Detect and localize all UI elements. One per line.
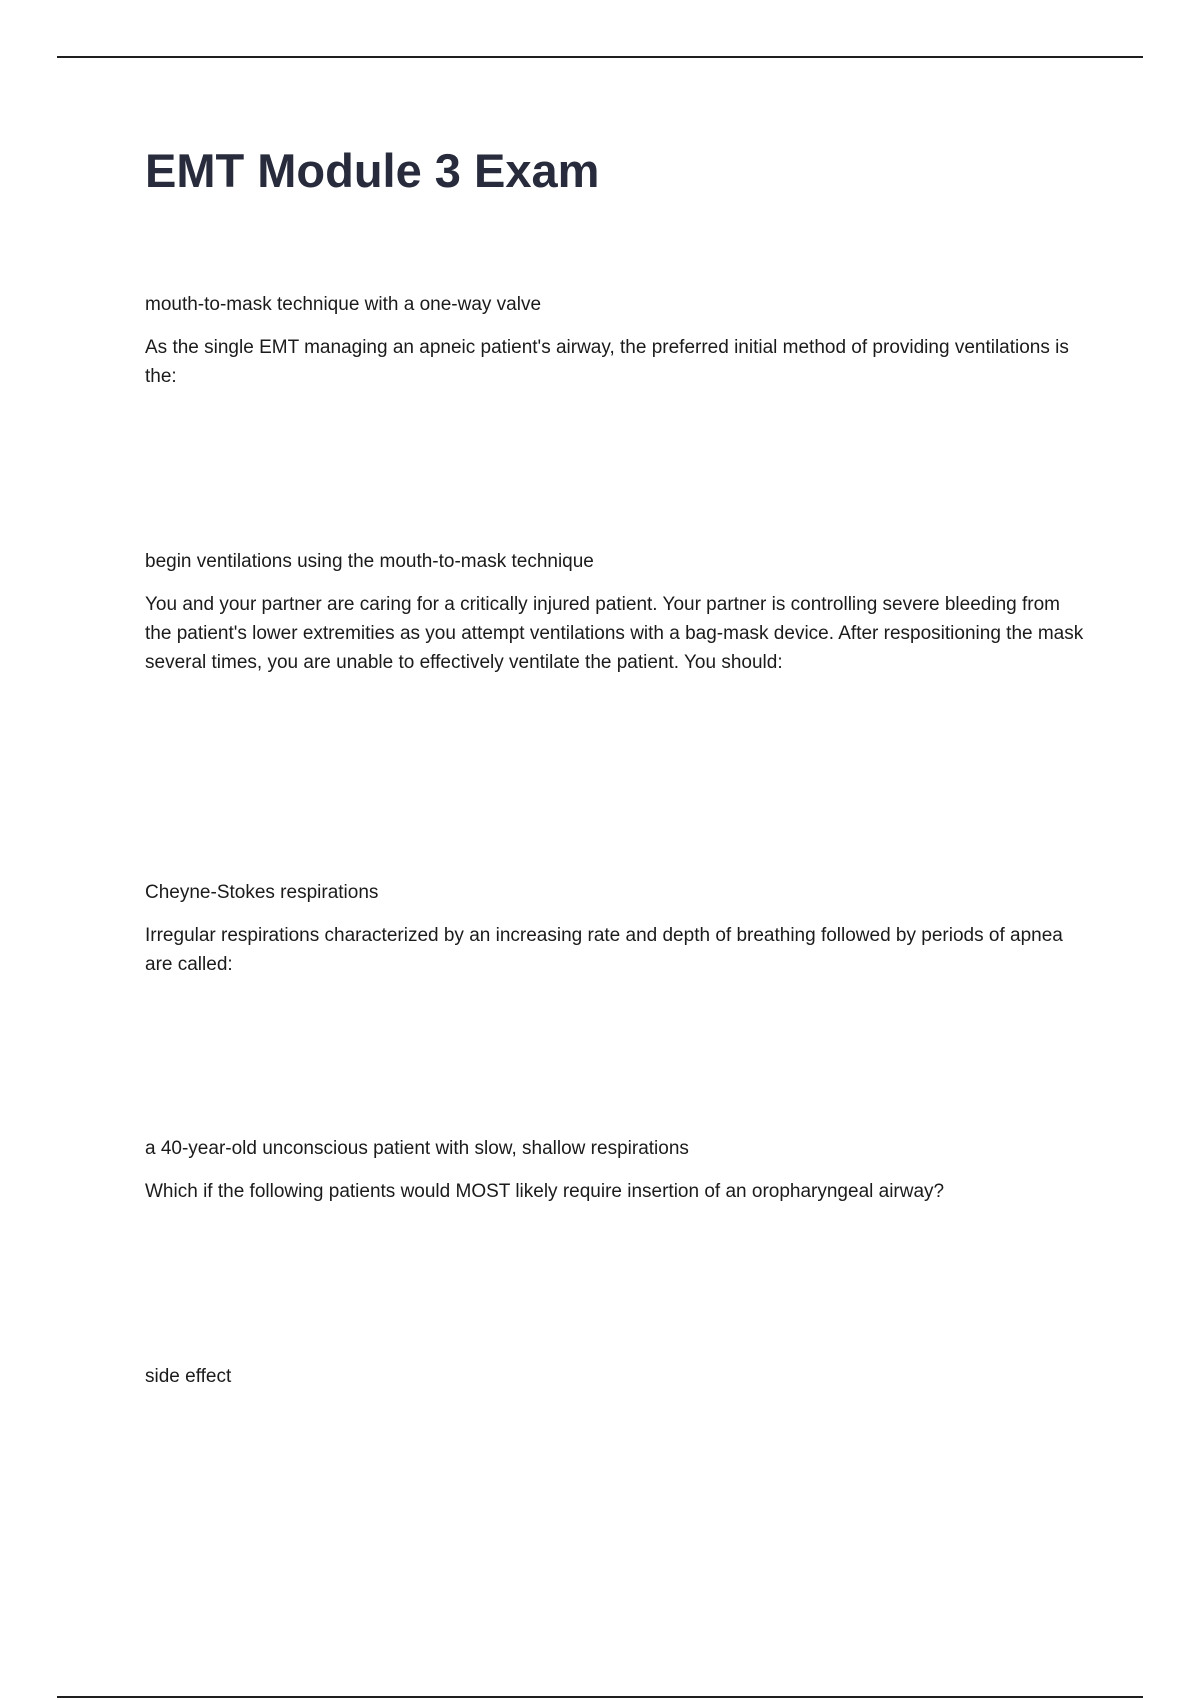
card-definition: You and your partner are caring for a critically injured patient. Your partner is controlling severe bleeding from the patient's lower extremities as you attempt ventilations with a bag-mask device. After respositioning the mask several times, you are unable to effectively ventilate the patient. You should: [145, 594, 1084, 673]
card-term: side effect [145, 1366, 232, 1387]
card-term: mouth-to-mask technique with a one-way valve [145, 294, 542, 315]
card-definition: Which if the following patients would MOST likely require insertion of an oropharyngeal airway? [145, 1181, 945, 1202]
card-definition: Irregular respirations characterized by an increasing rate and depth of breathing followed by periods of apnea are called: [145, 925, 1063, 975]
flashcard [145, 1134, 1085, 1206]
card-term: begin ventilations using the mouth-to-mask technique [145, 551, 594, 572]
card-term: a 40-year-old unconscious patient with slow, shallow respirations [145, 1138, 689, 1159]
flashcard [145, 878, 1085, 979]
card-definition: As the single EMT managing an apneic patient's airway, the preferred initial method of providing ventilations is the: [145, 337, 1069, 387]
bottom-rule [57, 1696, 1143, 1698]
card-term: Cheyne-Stokes respirations [145, 882, 379, 903]
page-title: EMT Module 3 Exam [145, 144, 600, 197]
flashcard [145, 290, 1085, 391]
flashcard [145, 1362, 1085, 1391]
flashcard [145, 547, 1085, 677]
top-rule [57, 56, 1143, 58]
